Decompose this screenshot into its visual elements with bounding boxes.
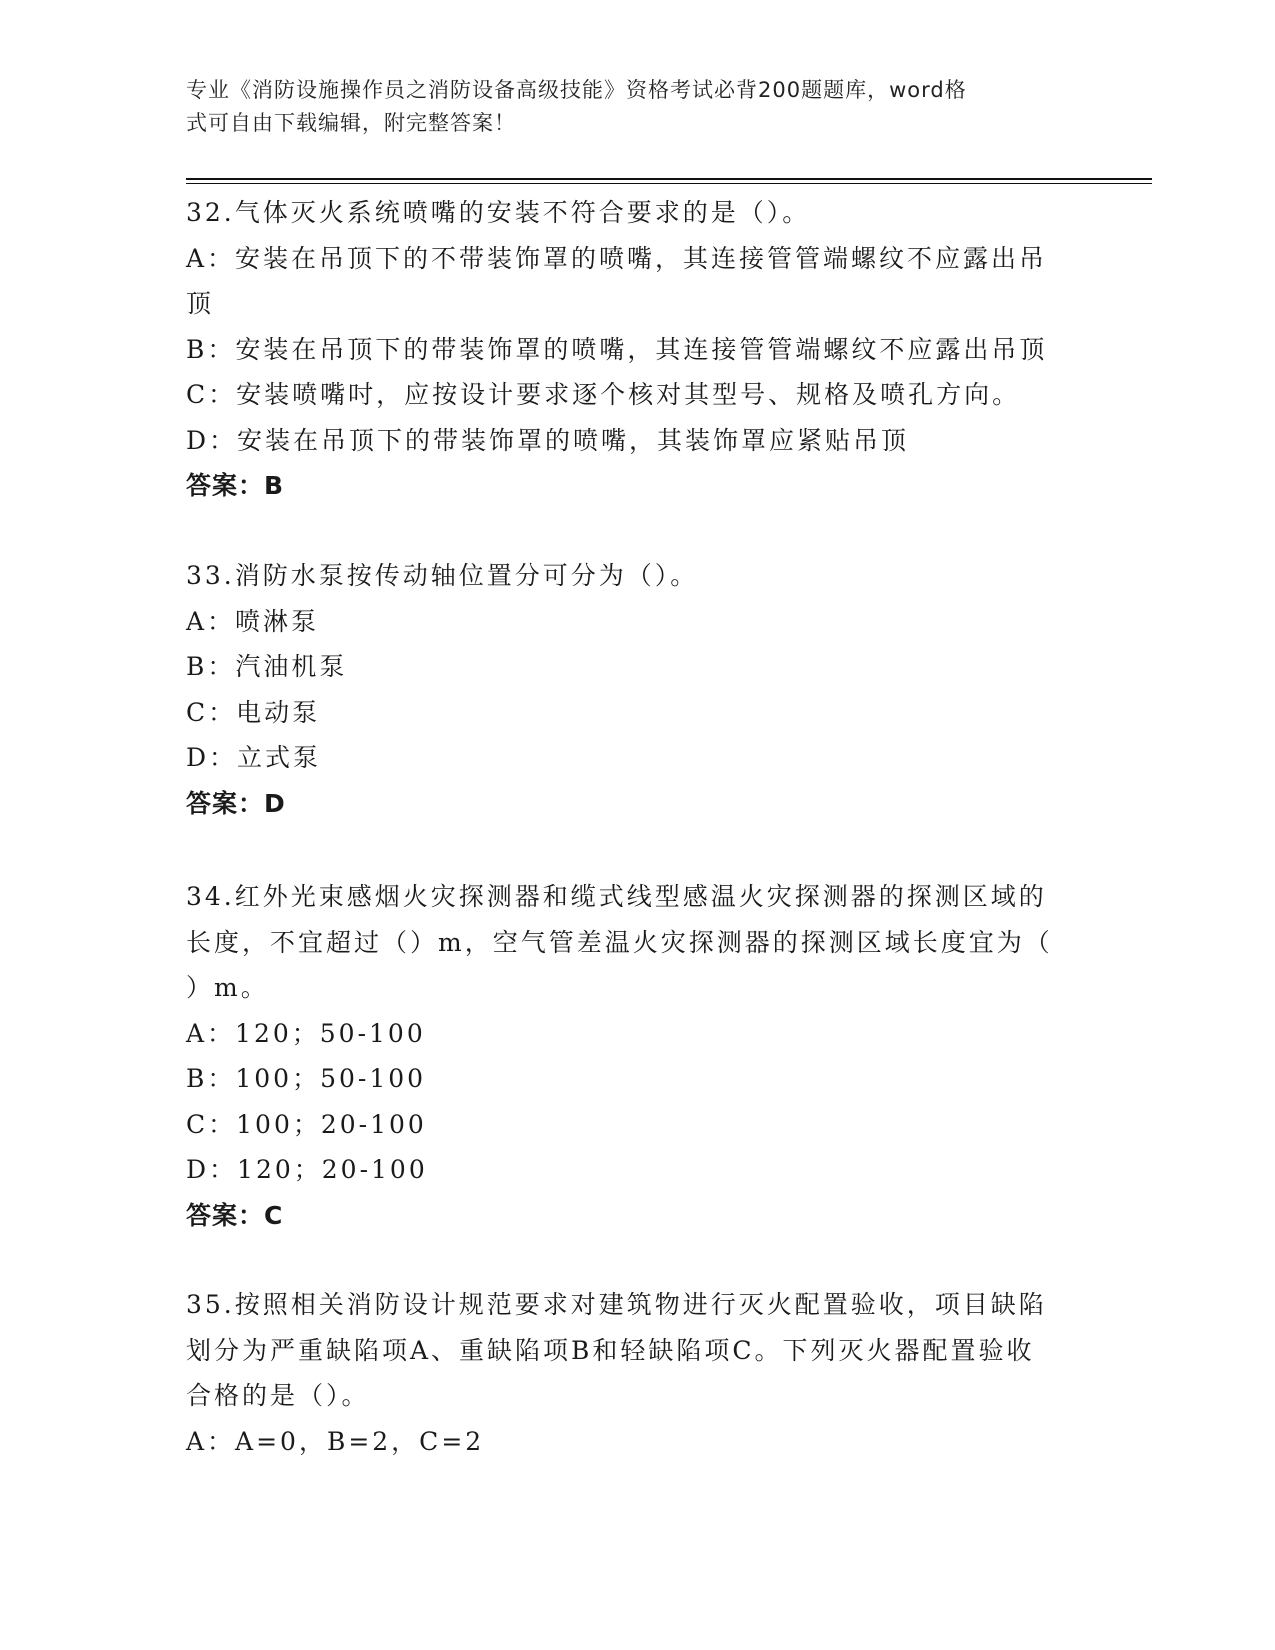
question-stem-line-2: 划分为严重缺陷项A、重缺陷项B和轻缺陷项C。下列灭火器配置验收: [186, 1335, 1035, 1365]
option-b: B：100；50-100: [186, 1064, 427, 1093]
option-d: D：120；20-100: [186, 1155, 428, 1184]
header-divider-thin: [186, 183, 1152, 184]
option-a: A：喷淋泵: [186, 606, 320, 636]
document-header: [186, 74, 1076, 140]
header-divider-thick: [186, 178, 1152, 180]
option-a: A：A=0，B=2，C=2: [186, 1426, 485, 1456]
question-stem-line-2: 长度，不宜超过（）m，空气管差温火灾探测器的探测区域长度宜为（: [186, 927, 1053, 957]
question-stem: 33.消防水泵按传动轴位置分可分为（）。: [186, 561, 699, 590]
option-c: C：电动泵: [186, 697, 321, 727]
option-a: A：120；50-100: [186, 1018, 426, 1048]
question-stem-line-3: ）m。: [186, 973, 269, 1002]
question-stem-line-3: 合格的是（）。: [186, 1381, 370, 1410]
option-c: C：100；20-100: [186, 1109, 427, 1139]
question-35: [186, 1282, 1086, 1464]
answer: 答案：D: [186, 788, 286, 818]
option-b: B：汽油机泵: [186, 652, 348, 681]
question-stem-line-1: 35.按照相关消防设计规范要求对建筑物进行灭火配置验收，项目缺陷: [186, 1290, 1047, 1319]
option-d: D：安装在吊顶下的带装饰罩的喷嘴，其装饰罩应紧贴吊顶: [186, 425, 910, 455]
answer: 答案：C: [186, 1200, 284, 1230]
question-32: [186, 190, 1086, 509]
answer: 答案：B: [186, 471, 285, 500]
question-34: [186, 874, 1086, 1238]
question-33: [186, 553, 1086, 826]
question-stem: 32.气体灭火系统喷嘴的安装不符合要求的是（）。: [186, 198, 811, 227]
option-d: D：立式泵: [186, 743, 322, 772]
option-a-continued: 顶: [186, 289, 215, 318]
option-c: C：安装喷嘴吋，应按设计要求逐个核对其型号、规格及喷孔方向。: [186, 380, 1021, 409]
header-line-1: 专业《消防设施操作员之消防设备高级技能》资格考试必背200题题库，word格: [186, 78, 967, 102]
option-a: A：安装在吊顶下的不带装饰罩的喷嘴，其连接管管端螺纹不应露出吊: [186, 243, 1048, 273]
header-line-2: 式可自由下载编辑，附完整答案！: [186, 111, 516, 135]
option-b: B：安装在吊顶下的带装饰罩的喷嘴，其连接管管端螺纹不应露出吊顶: [186, 334, 1048, 364]
question-stem-line-1: 34.红外光束感烟火灾探测器和缆式线型感温火灾探测器的探测区域的: [186, 882, 1047, 911]
